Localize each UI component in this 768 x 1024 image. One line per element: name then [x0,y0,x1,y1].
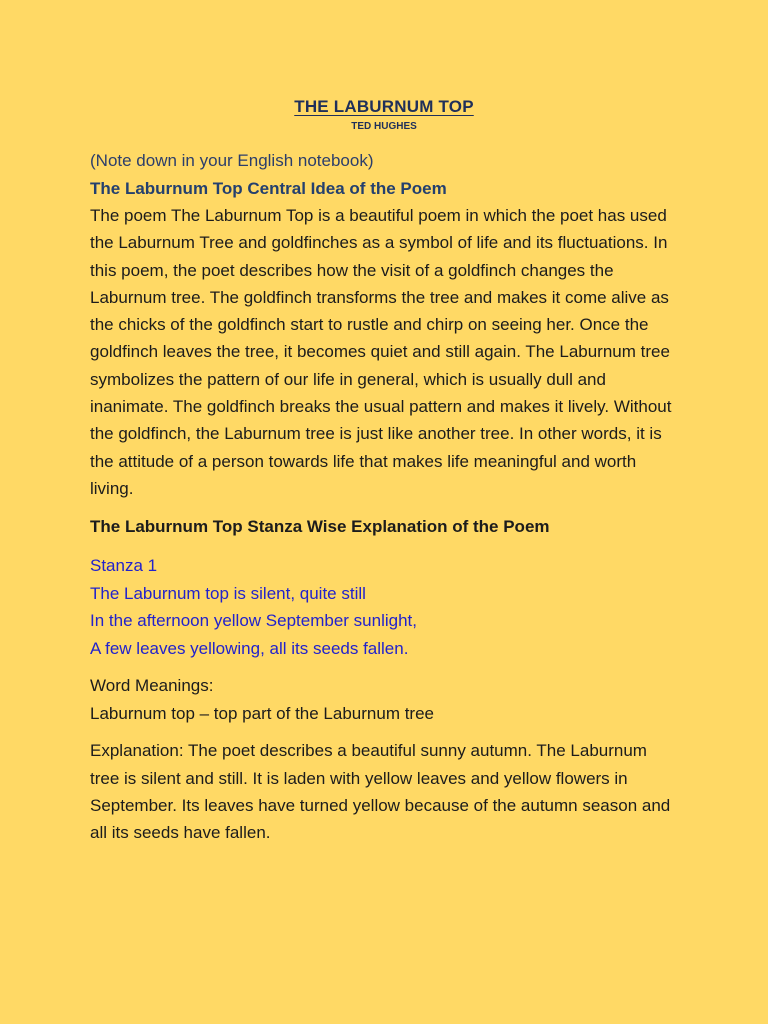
document-title: THE LABURNUM TOP [294,97,474,116]
central-idea-paragraph: The poem The Laburnum Top is a beautiful poem in which the poet has used the Laburnum Tree and goldfinches as a symbol of life and its fluctuations. In this poem, the poet describes how the visit of a goldfinch changes the Laburnum tree. The goldfinch transforms the tree and makes it come alive as the chicks of the goldfinch start to rustle and chirp on seeing her. Once the goldfinch leaves the tree, it becomes quiet and still again. The Laburnum tree symbolizes the pattern of our life in general, which is usually dull and inanimate. The goldfinch breaks the usual pattern and makes it lively. Without the goldfinch, the Laburnum tree is just like another tree. In other words, it is the attitude of a person towards life that makes life meaningful and worth living. [90,206,672,498]
explanation-paragraph: Explanation: The poet describes a beautiful sunny autumn. The Laburnum tree is silent and still. It is laden with yellow leaves and yellow flowers in September. Its leaves have turned yellow because of the autumn season and all its seeds have fallen. [90,741,671,843]
word-meanings-label: Word Meanings: [90,676,214,696]
word-meanings-block [90,672,678,727]
stanza-line: In the afternoon yellow September sunlight, [90,611,417,631]
stanza-label: Stanza 1 [90,556,158,576]
author-name: TED HUGHES [351,121,417,132]
stanza-line: A few leaves yellowing, all its seeds fallen. [90,638,409,658]
stanza-line: The Laburnum top is silent, quite still [90,583,366,603]
notebook-note: (Note down in your English notebook) [90,151,374,170]
stanza-block [90,552,678,662]
stanza-explanation-heading: The Laburnum Top Stanza Wise Explanation of the Poem [90,517,550,537]
central-idea-heading: The Laburnum Top Central Idea of the Poem [90,179,447,198]
word-meaning-entry: Laburnum top – top part of the Laburnum tree [90,703,435,723]
